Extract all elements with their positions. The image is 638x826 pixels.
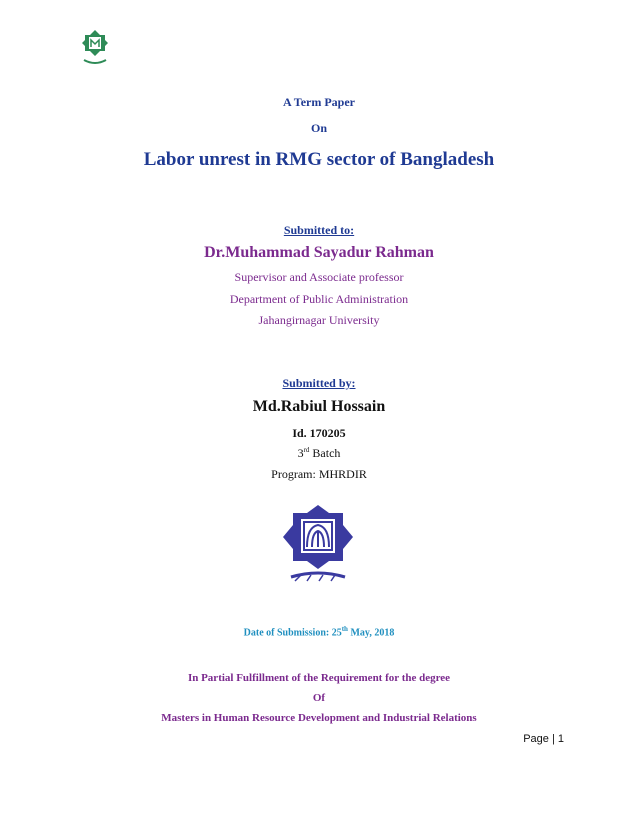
submission-date: Date of Submission: 25th May, 2018	[243, 625, 395, 639]
paper-title: Labor unrest in RMG sector of Bangladesh	[143, 149, 495, 170]
fulfillment-line-1: In Partial Fulfillment of the Requirement for the degree	[187, 672, 451, 684]
supervisor-title: Supervisor and Associate professor	[234, 270, 404, 284]
student-id: Id. 170205	[292, 426, 346, 440]
student-name: Md.Rabiul Hossain	[252, 398, 386, 415]
page-number: Page | 1	[523, 733, 564, 745]
on-label: On	[310, 121, 327, 135]
term-paper-label: A Term Paper	[283, 95, 355, 109]
student-batch: 3rd Batch	[297, 446, 341, 460]
university-crest-icon	[80, 28, 110, 68]
submitted-by-label: Submitted by:	[282, 376, 356, 390]
supervisor-department: Department of Public Administration	[229, 292, 409, 306]
fulfillment-line-2: Of	[312, 692, 326, 704]
supervisor-name: Dr.Muhammad Sayadur Rahman	[204, 244, 434, 261]
degree-name: Masters in Human Resource Development and Industrial Relations	[161, 712, 477, 724]
student-program: Program: MHRDIR	[271, 467, 367, 481]
supervisor-university: Jahangirnagar University	[258, 313, 380, 327]
jahangirnagar-university-emblem-icon	[277, 503, 359, 585]
submitted-to-label: Submitted to:	[283, 223, 355, 237]
